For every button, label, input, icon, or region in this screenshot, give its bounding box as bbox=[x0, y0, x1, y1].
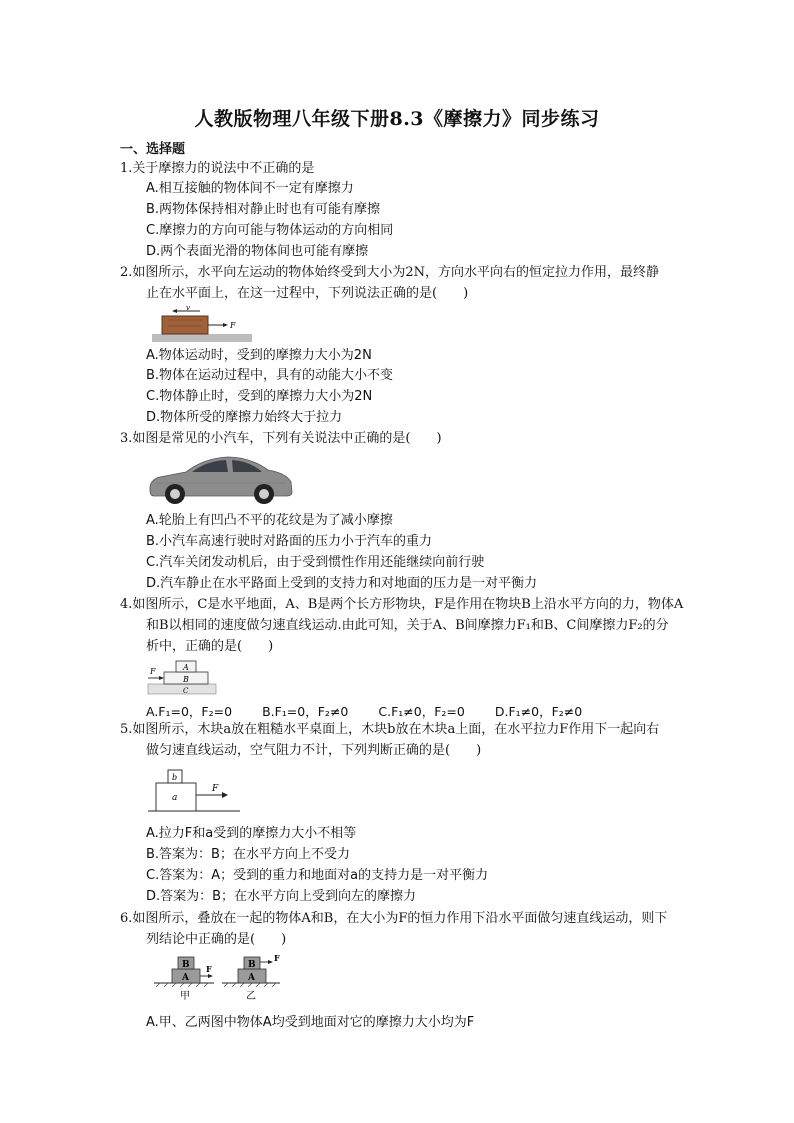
q1-option-a[interactable]: A.相互接触的物体间不一定有摩擦力 bbox=[146, 181, 354, 196]
q5-label-a: a bbox=[172, 793, 178, 803]
q1-option-c[interactable]: C.摩擦力的方向可能与物体运动的方向相同 bbox=[146, 223, 394, 238]
q2-force-arrowhead bbox=[223, 323, 228, 327]
q1-option-d[interactable]: D.两个表面光滑的物体间也可能有摩擦 bbox=[146, 244, 369, 259]
q2-velocity-arrowhead bbox=[172, 309, 177, 313]
q2-option-d[interactable]: D.物体所受的摩擦力始终大于拉力 bbox=[146, 410, 343, 425]
q3-option-c[interactable]: C.汽车关闭发动机后，由于受到惯性作用还能继续向前行驶 bbox=[146, 555, 485, 570]
q2-block bbox=[162, 316, 208, 334]
question-2-stem-line1: 2.如图所示，水平向左运动的物体始终受到大小为2N，方向水平向右的恒定拉力作用，最终静 bbox=[120, 265, 660, 280]
q6-jia-force-label: F bbox=[206, 964, 212, 974]
q6-yi-label-b: B bbox=[248, 960, 256, 970]
q3-option-d[interactable]: D.汽车静止在水平路面上受到的支持力和对地面的压力是一对平衡力 bbox=[146, 576, 538, 591]
q4-force-arrowhead bbox=[159, 676, 164, 680]
q5-option-a[interactable]: A.拉力F和a受到的摩擦力大小不相等 bbox=[146, 826, 357, 841]
q4-option-c[interactable]: C.F₁≠0，F₂=0 bbox=[378, 704, 465, 719]
question-5-stem-line1: 5.如图所示，木块a放在粗糙水平桌面上，木块b放在木块a上面，在水平拉力F作用下一起向右 bbox=[120, 722, 660, 737]
q2-figure bbox=[150, 306, 260, 344]
q3-rear-rim bbox=[259, 489, 269, 499]
q5-option-c[interactable]: C.答案为：A；受到的重力和地面对a的支持力是一对平衡力 bbox=[146, 868, 489, 883]
q5-option-b[interactable]: B.答案为：B；在水平方向上不受力 bbox=[146, 847, 350, 862]
q6-option-a[interactable]: A.甲、乙两图中物体A均受到地面对它的摩擦力大小均为F bbox=[146, 1015, 475, 1030]
q6-yi-hatch bbox=[224, 983, 276, 987]
q3-front-rim bbox=[170, 489, 180, 499]
q4-options bbox=[146, 702, 582, 720]
q5-figure bbox=[146, 765, 242, 817]
q5-force-label: F bbox=[212, 784, 219, 794]
q2-option-c[interactable]: C.物体静止时，受到的摩擦力大小为2N bbox=[146, 389, 373, 404]
q6-label-jia: 甲 bbox=[180, 991, 190, 1002]
q6-figure bbox=[150, 953, 282, 1003]
q2-force-label: F bbox=[230, 321, 236, 330]
q4-option-d[interactable]: D.F₁≠0，F₂≠0 bbox=[494, 704, 583, 719]
question-6-stem-line2: 列结论中正确的是( ) bbox=[146, 932, 287, 947]
q6-label-yi: 乙 bbox=[246, 991, 256, 1002]
q2-option-b[interactable]: B.物体在运动过程中，具有的动能大小不变 bbox=[146, 368, 394, 383]
q5-option-d[interactable]: D.答案为：B；在水平方向上受到向左的摩擦力 bbox=[146, 889, 417, 904]
q6-jia-label-b: B bbox=[182, 960, 190, 970]
q6-jia-force-arrowhead bbox=[208, 974, 213, 978]
section-heading: 一、选择题 bbox=[120, 142, 186, 157]
q4-label-a: A bbox=[183, 663, 189, 672]
q4-force-label: F bbox=[150, 667, 156, 676]
q5-force-arrowhead bbox=[222, 792, 228, 798]
q1-option-b[interactable]: B.两物体保持相对静止时也有可能有摩擦 bbox=[146, 202, 381, 217]
q4-label-b: B bbox=[183, 675, 189, 684]
q6-yi-force-arrowhead bbox=[268, 960, 273, 964]
q6-yi-force-label: F bbox=[274, 953, 280, 963]
question-2-stem-line2: 止在水平面上，在这一过程中，下列说法正确的是( ) bbox=[146, 286, 469, 301]
q6-jia-hatch bbox=[156, 983, 208, 987]
q4-option-a[interactable]: A.F₁=0，F₂=0 bbox=[146, 704, 233, 719]
question-5-stem-line2: 做匀速直线运动，空气阻力不计，下列判断正确的是( ) bbox=[146, 743, 482, 758]
q3-option-a[interactable]: A.轮胎上有凹凸不平的花纹是为了减小摩擦 bbox=[146, 513, 393, 528]
question-4-stem-line3: 析中，正确的是( ) bbox=[146, 639, 274, 654]
q4-ground-c bbox=[148, 684, 216, 694]
page-title: 人教版物理八年级下册8.3《摩擦力》同步练习 bbox=[194, 108, 600, 130]
q4-option-b[interactable]: B.F₁=0，F₂≠0 bbox=[262, 704, 349, 719]
q6-yi-label-a: A bbox=[248, 973, 255, 983]
q5-label-b: b bbox=[172, 773, 178, 782]
q6-jia-label-a: A bbox=[182, 973, 189, 983]
question-1-stem: 1.关于摩擦力的说法中不正确的是 bbox=[120, 161, 315, 176]
question-4-stem-line2: 和B以相同的速度做匀速直线运动.由此可知，关于A、B间摩擦力F₁和B、C间摩擦力F₂的分 bbox=[146, 618, 669, 633]
question-4-stem-line1: 4.如图所示，C是水平地面，A、B是两个长方形物块，F是作用在物块B上沿水平方向的力，物体A bbox=[120, 597, 684, 612]
q2-velocity-label: v bbox=[186, 306, 190, 312]
q3-car-figure bbox=[146, 450, 294, 510]
q3-option-b[interactable]: B.小汽车高速行驶时对路面的压力小于汽车的重力 bbox=[146, 534, 433, 549]
q4-figure bbox=[146, 657, 222, 697]
q2-option-a[interactable]: A.物体运动时，受到的摩擦力大小为2N bbox=[146, 348, 372, 363]
q2-ground bbox=[152, 334, 252, 342]
question-3-stem: 3.如图是常见的小汽车，下列有关说法中正确的是( ) bbox=[120, 431, 442, 446]
q4-label-c: C bbox=[183, 687, 189, 695]
question-6-stem-line1: 6.如图所示，叠放在一起的物体A和B，在大小为F的恒力作用下沿水平面做匀速直线运动，则下 bbox=[120, 911, 668, 926]
